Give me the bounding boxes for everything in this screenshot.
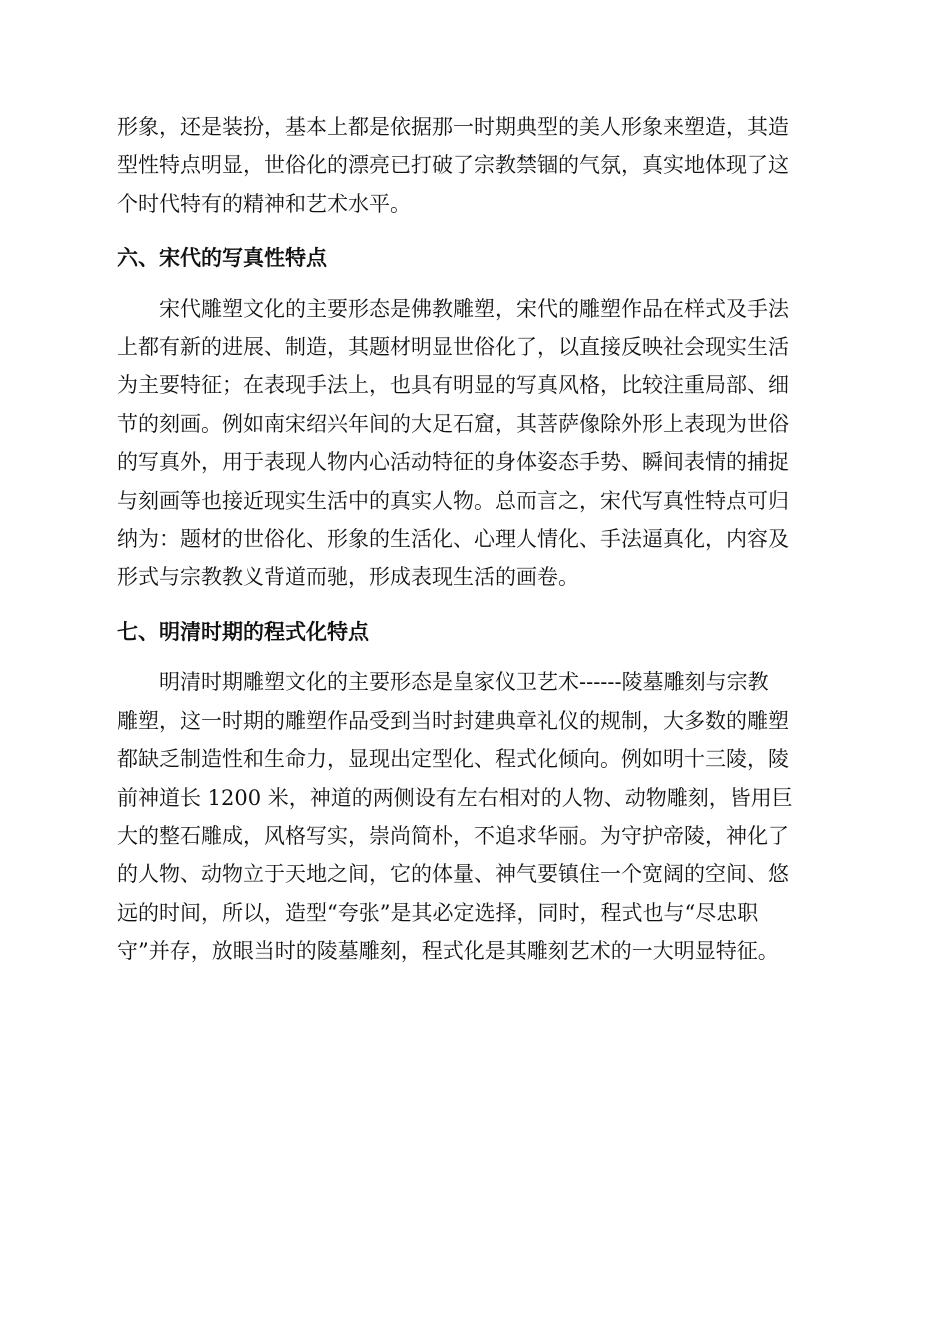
paragraph-line: 都缺乏制造性和生命力，显现出定型化、程式化倾向。例如明十三陵，陵 bbox=[117, 747, 789, 772]
paragraph-line: 形象，还是装扮，基本上都是依据那一时期典型的美人形象来塑造，其造 bbox=[117, 115, 789, 139]
section-paragraph-ming-qing bbox=[117, 663, 837, 970]
paragraph-line: 型性特点明显，世俗化的漂亮已打破了宗教禁锢的气氛，真实地体现了这 bbox=[117, 153, 789, 178]
spacer bbox=[117, 278, 837, 290]
paragraph-line: 与刻画等也接近现实生活中的真实人物。总而言之，宋代写真性特点可归 bbox=[117, 488, 789, 513]
paragraph-line: 的人物、动物立于天地之间，它的体量、神气要镇住一个宽阔的空间、悠 bbox=[117, 862, 789, 887]
paragraph-line: 宋代雕塑文化的主要形态是佛教雕塑，宋代的雕塑作品在样式及手法 bbox=[159, 296, 789, 321]
intro-paragraph bbox=[117, 108, 837, 223]
paragraph-line: 大的整石雕成，风格写实，崇尚简朴，不追求华丽。为守护帝陵，神化了 bbox=[117, 823, 789, 848]
paragraph-line: 雕塑，这一时期的雕塑作品受到当时封建典章礼仪的规制，大多数的雕塑 bbox=[117, 708, 789, 733]
paragraph-line: 远的时间，所以，造型“夸张”是其必定选择，同时，程式也与“尽忠职 bbox=[117, 900, 759, 925]
spacer bbox=[117, 223, 837, 239]
paragraph-line: 纳为：题材的世俗化、形象的生活化、心理人情化、手法逼真化，内容及 bbox=[117, 527, 789, 552]
paragraph-line: 前神道长 1200 米，神道的两侧设有左右相对的人物、动物雕刻，皆用巨 bbox=[117, 785, 793, 810]
section-paragraph-song bbox=[117, 290, 837, 597]
spacer bbox=[117, 597, 837, 613]
document-body bbox=[117, 108, 837, 971]
paragraph-line: 明清时期雕塑文化的主要形态是皇家仪卫艺术------陵墓雕刻与宗教 bbox=[159, 670, 769, 695]
spacer bbox=[117, 651, 837, 663]
paragraph-line: 形式与宗教教义背道而驰，形成表现生活的画卷。 bbox=[117, 565, 579, 590]
section-heading-ming-qing: 七、明清时期的程式化特点 bbox=[117, 619, 369, 644]
paragraph-line: 的写真外，用于表现人物内心活动特征的身体姿态手势、瞬间表情的捕捉 bbox=[117, 450, 789, 475]
paragraph-line: 个时代特有的精神和艺术水平。 bbox=[117, 191, 411, 216]
paragraph-line: 守”并存，放眼当时的陵墓雕刻，程式化是其雕刻艺术的一大明显特征。 bbox=[117, 939, 779, 964]
paragraph-line: 节的刻画。例如南宋绍兴年间的大足石窟，其菩萨像除外形上表现为世俗 bbox=[117, 411, 789, 436]
section-heading-song: 六、宋代的写真性特点 bbox=[117, 246, 327, 271]
paragraph-line: 为主要特征；在表现手法上，也具有明显的写真风格，比较注重局部、细 bbox=[117, 373, 789, 398]
paragraph-line: 上都有新的进展、制造，其题材明显世俗化了，以直接反映社会现实生活 bbox=[117, 335, 789, 360]
